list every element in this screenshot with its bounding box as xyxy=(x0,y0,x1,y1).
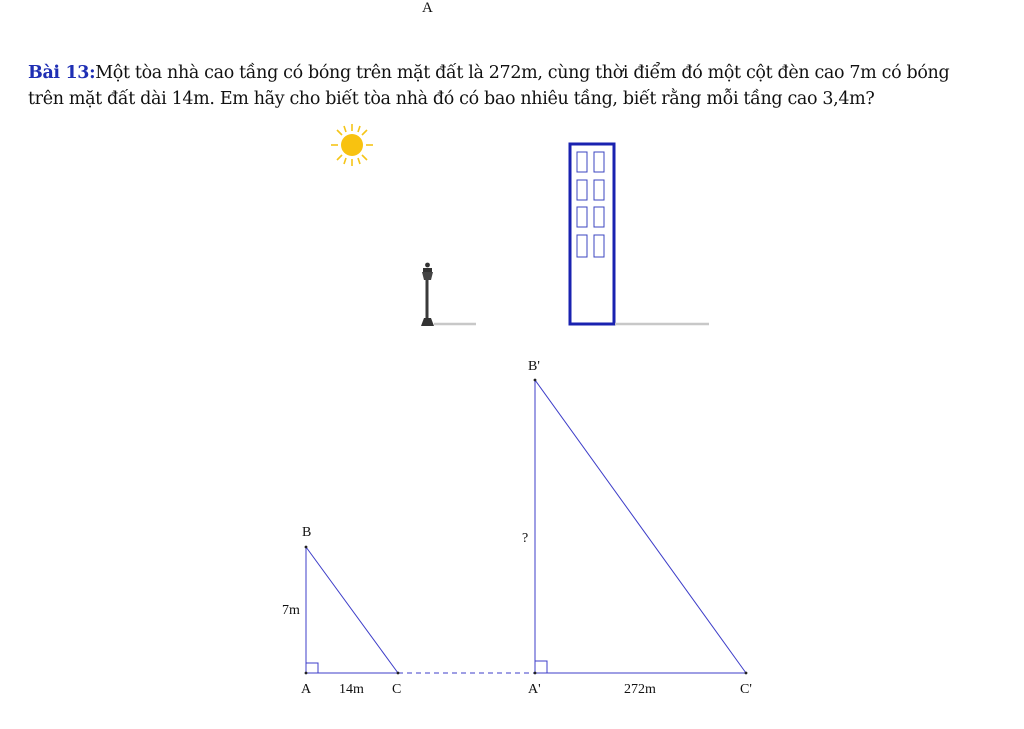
right-angle-mark-a xyxy=(306,663,318,673)
label-a: A xyxy=(301,682,312,697)
problem-number: Bài 13: xyxy=(28,63,96,83)
point-c-prime xyxy=(745,672,748,675)
label-height-small: 7m xyxy=(282,603,300,618)
street-lamp-icon xyxy=(421,263,434,326)
small-triangle xyxy=(306,547,398,673)
building-icon xyxy=(570,144,614,324)
point-b-prime xyxy=(534,379,537,382)
label-b-prime: B' xyxy=(528,359,540,374)
point-a xyxy=(305,672,308,675)
label-height-large: ? xyxy=(522,531,529,546)
point-a-prime xyxy=(534,672,537,675)
problem-line-2: trên mặt đất dài 14m. Em hãy cho biết tòa nhà đó có bao nhiêu tầng, biết rằng mỗi tầng cao 3,4m? xyxy=(28,89,875,109)
label-c: C xyxy=(392,682,402,697)
point-c xyxy=(397,672,400,675)
sun-icon xyxy=(331,124,373,166)
label-b: B xyxy=(302,525,312,540)
right-angle-mark-a-prime xyxy=(535,661,547,673)
label-c-prime: C' xyxy=(740,682,752,697)
point-b xyxy=(305,546,308,549)
top-label: A xyxy=(422,0,433,16)
label-a-prime: A' xyxy=(528,682,541,697)
label-base-large: 272m xyxy=(624,682,656,697)
large-triangle xyxy=(535,380,746,673)
label-base-small: 14m xyxy=(339,682,364,697)
problem-line-1: Một tòa nhà cao tầng có bóng trên mặt đất là 272m, cùng thời điểm đó một cột đèn cao 7m có bóng xyxy=(95,63,950,83)
